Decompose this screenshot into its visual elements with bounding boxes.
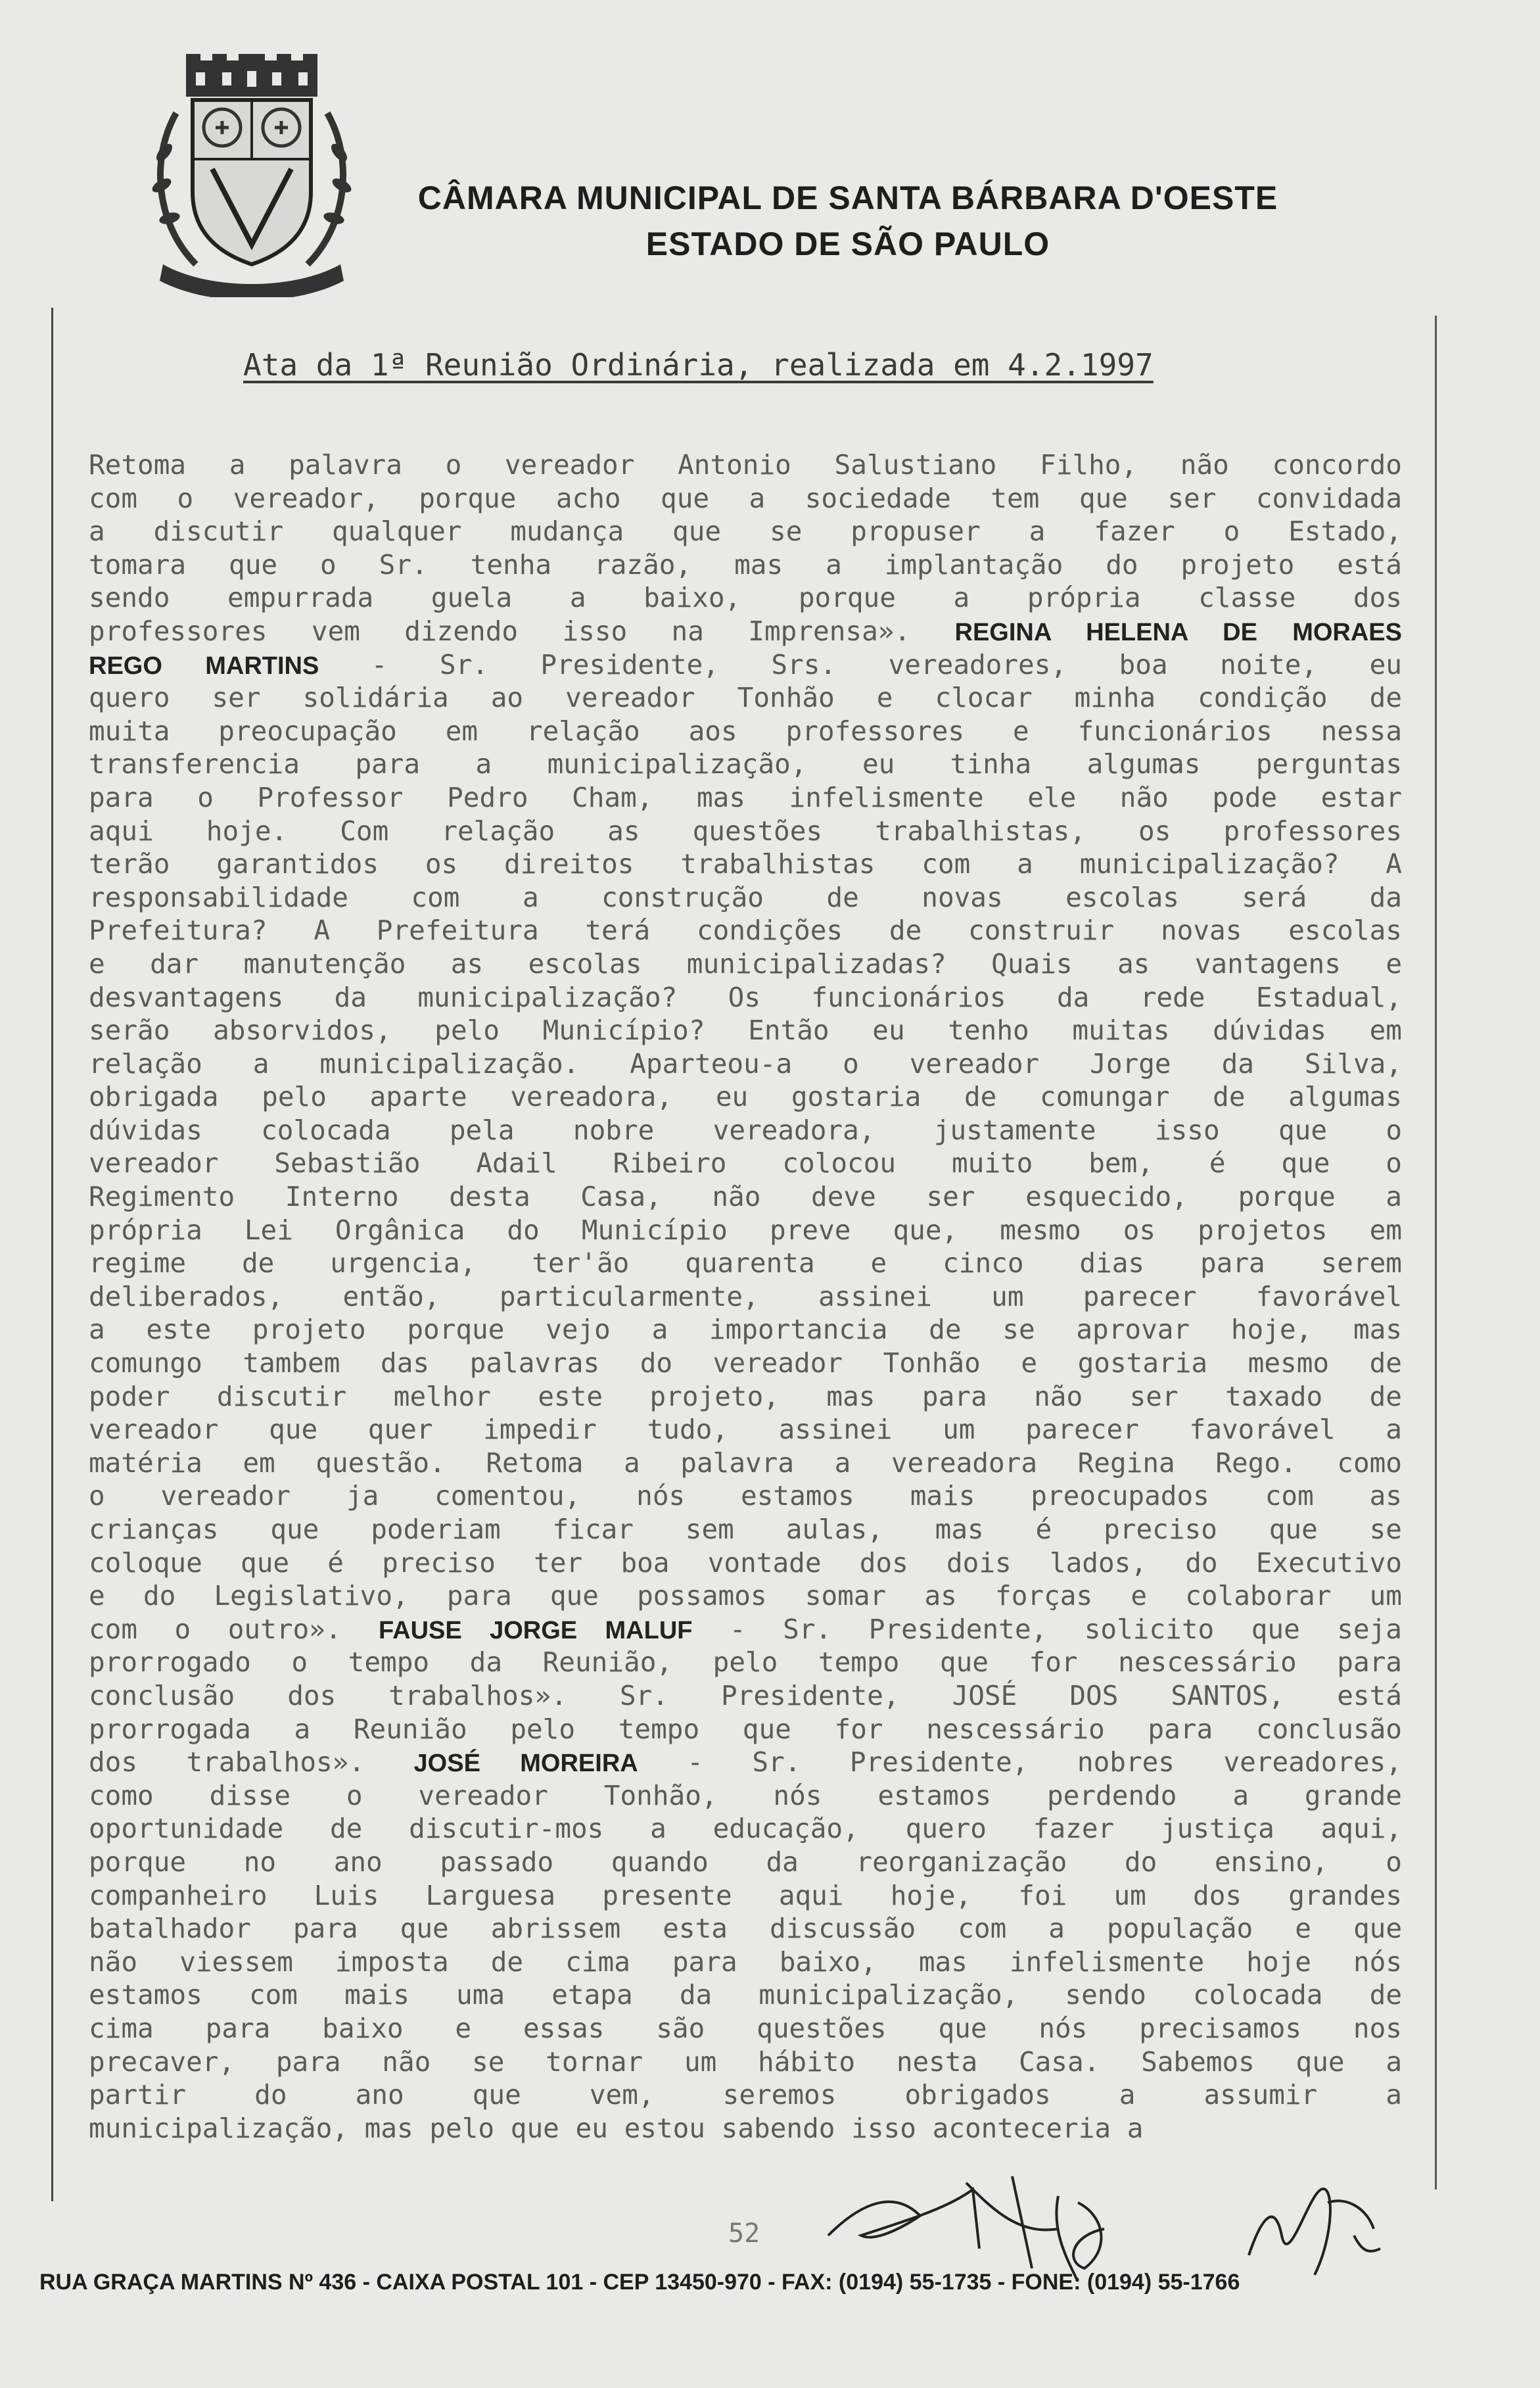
line-text: crianças que poderiam ficar sem aulas, mas é preciso que se [89, 1514, 1402, 1545]
line-text: partir do ano que vem, seremos obrigados a assumir a [89, 2079, 1402, 2111]
line-text: prorrogada a Reunião pelo tempo que for nescessário para conclusão [89, 1713, 1402, 1745]
speaker-name: JOSÉ MOREIRA [413, 1750, 638, 1778]
speaker-name: FAUSE JORGE MALUF [379, 1616, 693, 1644]
text-line [89, 1446, 1402, 1480]
text-line [89, 1646, 1402, 1679]
text-line [89, 1879, 1402, 1913]
line-text: quero ser solidária ao vereador Tonhão e clocar minha condição de [89, 682, 1402, 714]
text-line [89, 1812, 1402, 1846]
line-text: - Sr. Presidente, nobres vereadores, [638, 1746, 1402, 1779]
page-border-right [1435, 316, 1437, 2189]
line-text: Prefeitura? A Prefeitura terá condições de construir novas escolas [89, 915, 1402, 947]
line-text: regime de urgencia, ter'ão quarenta e cinco dias para serem [89, 1247, 1402, 1279]
line-text: Retoma a palavra o vereador Antonio Salustiano Filho, não concordo [89, 449, 1402, 481]
line-text: porque no ano passado quando da reorganização do ensino, o [89, 1846, 1402, 1878]
line-text: com o outro». [89, 1613, 379, 1645]
institution-name: CÂMARA MUNICIPAL DE SANTA BÁRBARA D'OESTE [417, 179, 1278, 216]
text-line [89, 947, 1402, 981]
text-line [89, 2012, 1402, 2045]
text-line [89, 1546, 1402, 1580]
signature-icon [822, 2163, 1071, 2275]
line-text: vereador Sebastião Adail Ribeiro colocou muito bem, é que o [89, 1147, 1402, 1180]
footer-address: RUA GRAÇA MARTINS Nº 436 - CAIXA POSTAL 101 - CEP 13450-970 - FAX: (0194) 55-1735 - FONE: (0194) 55-1766 [39, 2270, 1240, 2295]
text-line [89, 1080, 1402, 1114]
text-line [89, 1679, 1402, 1713]
line-text: transferencia para a municipalização, eu tinha algumas perguntas [89, 748, 1402, 780]
line-text: comungo tambem das palavras do vereador Tonhão e gostaria mesmo de [89, 1347, 1402, 1379]
text-line [89, 748, 1402, 781]
speaker-name: REGINA HELENA DE MORAES [954, 618, 1402, 646]
line-text: prorrogado o tempo da Reunião, pelo tempo que for nescessário para [89, 1646, 1402, 1679]
text-line [89, 1247, 1402, 1280]
line-text: como disse o vereador Tonhão, nós estamos perdendo a grande [89, 1779, 1402, 1811]
text-line [89, 914, 1402, 947]
text-line [89, 1912, 1402, 1946]
line-text: deliberados, então, particularmente, assinei um parecer favorável [89, 1280, 1402, 1312]
line-text: estamos com mais uma etapa da municipalização, sendo colocada de [89, 1979, 1402, 2011]
line-text: o vereador ja comentou, nós estamos mais preocupados com as [89, 1480, 1402, 1512]
text-line [89, 1479, 1402, 1513]
line-text: relação a municipalização. Aparteou-a o vereador Jorge da Silva, [89, 1047, 1402, 1080]
text-line [89, 1147, 1402, 1180]
line-text: poder discutir melhor este projeto, mas para não ser taxado de [89, 1380, 1402, 1412]
page-number: 52 [728, 2218, 760, 2249]
line-text: coloque que é preciso ter boa vontade dos dois lados, do Executivo [89, 1546, 1402, 1579]
line-text: muita preocupação em relação aos professores e funcionários nessa [89, 715, 1402, 747]
line-text: precaver, para não se tornar um hábito nesta Casa. Sabemos que a [89, 2045, 1402, 2078]
minutes-body [89, 448, 1402, 2145]
line-text: com o vereador, porque acho que a sociedade tem que ser convidada [89, 482, 1402, 514]
text-line [89, 2078, 1402, 2112]
text-line [89, 615, 1402, 648]
text-line [89, 1946, 1402, 1979]
text-line [89, 1014, 1402, 1047]
text-line [89, 815, 1402, 848]
line-text: aqui hoje. Com relação as questões trabalhistas, os professores [89, 815, 1402, 847]
line-text: companheiro Luis Larguesa presente aqui hoje, foi um dos grandes [89, 1879, 1402, 1911]
text-line [89, 1114, 1402, 1147]
line-text: serão absorvidos, pelo Município? Então eu tenho muitas dúvidas em [89, 1015, 1402, 1047]
minutes-title: Ata da 1ª Reunião Ordinária, realizada em 4.2.1997 [243, 347, 1154, 383]
text-line [89, 515, 1402, 548]
text-line [89, 1779, 1402, 1813]
text-line [89, 1047, 1402, 1081]
line-text: tomara que o Sr. tenha razão, mas a implantação do projeto está [89, 548, 1402, 581]
text-line [89, 781, 1402, 815]
line-text: conclusão dos trabalhos». Sr. Presidente, JOSÉ DOS SANTOS, está [89, 1679, 1402, 1711]
line-text: vereador que quer impedir tudo, assinei um parecer favorável a [89, 1414, 1402, 1446]
text-line [89, 1347, 1402, 1380]
text-line [89, 1413, 1402, 1446]
text-line [89, 448, 1402, 482]
text-line [89, 1380, 1402, 1414]
line-text: a este projeto porque vejo a importancia de se aprovar hoje, mas [89, 1314, 1402, 1346]
text-line [89, 648, 1402, 682]
text-line [89, 1313, 1402, 1347]
text-line [89, 715, 1402, 748]
line-text: batalhador para que abrissem esta discussão com a população e que [89, 1913, 1402, 1945]
line-text: matéria em questão. Retoma a palavra a vereadora Regina Rego. como [89, 1446, 1402, 1479]
line-text: dos trabalhos». [89, 1746, 414, 1779]
text-line [89, 1214, 1402, 1247]
text-line [89, 1579, 1402, 1613]
coat-of-arms-icon [150, 54, 354, 297]
text-line [89, 1746, 1402, 1779]
line-text: responsabilidade com a construção de novas escolas será da [89, 881, 1402, 913]
line-text: obrigada pelo aparte vereadora, eu gostaria de comungar de algumas [89, 1081, 1402, 1113]
line-text: para o Professor Pedro Cham, mas infelismente ele não pode estar [89, 781, 1402, 813]
line-text: - Sr. Presidente, solicito que seja [692, 1613, 1402, 1645]
line-text: cima para baixo e essas são questões que nós precisamos nos [89, 2012, 1402, 2044]
line-text: e dar manutenção as escolas municipalizadas? Quais as vantagens e [89, 947, 1402, 980]
line-text: desvantagens da municipalização? Os funcionários da rede Estadual, [89, 981, 1402, 1013]
text-line [89, 1846, 1402, 1879]
text-line [89, 2045, 1402, 2079]
line-text: a discutir qualquer mudança que se propuser a fazer o Estado, [89, 515, 1402, 548]
text-line [89, 2112, 1402, 2145]
text-line [89, 1613, 1402, 1646]
line-text: - Sr. Presidente, Srs. vereadores, boa noite, eu [319, 648, 1402, 681]
line-text: dúvidas colocada pela nobre vereadora, justamente isso que o [89, 1114, 1402, 1146]
text-line [89, 681, 1402, 715]
page-border-left [51, 308, 53, 2201]
text-line [89, 1513, 1402, 1546]
text-line [89, 1713, 1402, 1746]
text-line [89, 1978, 1402, 2012]
text-line [89, 581, 1402, 615]
text-line [89, 1180, 1402, 1214]
text-line [89, 981, 1402, 1015]
line-text: e do Legislativo, para que possamos somar as forças e colaborar um [89, 1580, 1402, 1612]
text-line [89, 482, 1402, 515]
text-line [89, 881, 1402, 915]
speaker-name: REGO MARTINS [89, 652, 319, 680]
line-text: não viessem imposta de cima para baixo, mas infelismente hoje nós [89, 1946, 1402, 1978]
line-text: terão garantidos os direitos trabalhistas com a municipalização? A [89, 848, 1402, 880]
line-text: própria Lei Orgânica do Município preve que, mesmo os projetos em [89, 1214, 1402, 1246]
text-line [89, 848, 1402, 881]
line-text: municipalização, mas pelo que eu estou sabendo isso aconteceria a [89, 2112, 1144, 2144]
line-text: Regimento Interno desta Casa, não deve ser esquecido, porque a [89, 1181, 1402, 1213]
line-text: sendo empurrada guela a baixo, porque a própria classe dos [89, 582, 1402, 614]
text-line [89, 1280, 1402, 1314]
line-text: oportunidade de discutir-mos a educação, quero fazer justiça aqui, [89, 1813, 1402, 1845]
state-name: ESTADO DE SÃO PAULO [645, 226, 1050, 262]
line-text: professores vem dizendo isso na Imprensa». [89, 615, 955, 647]
text-line [89, 548, 1402, 582]
